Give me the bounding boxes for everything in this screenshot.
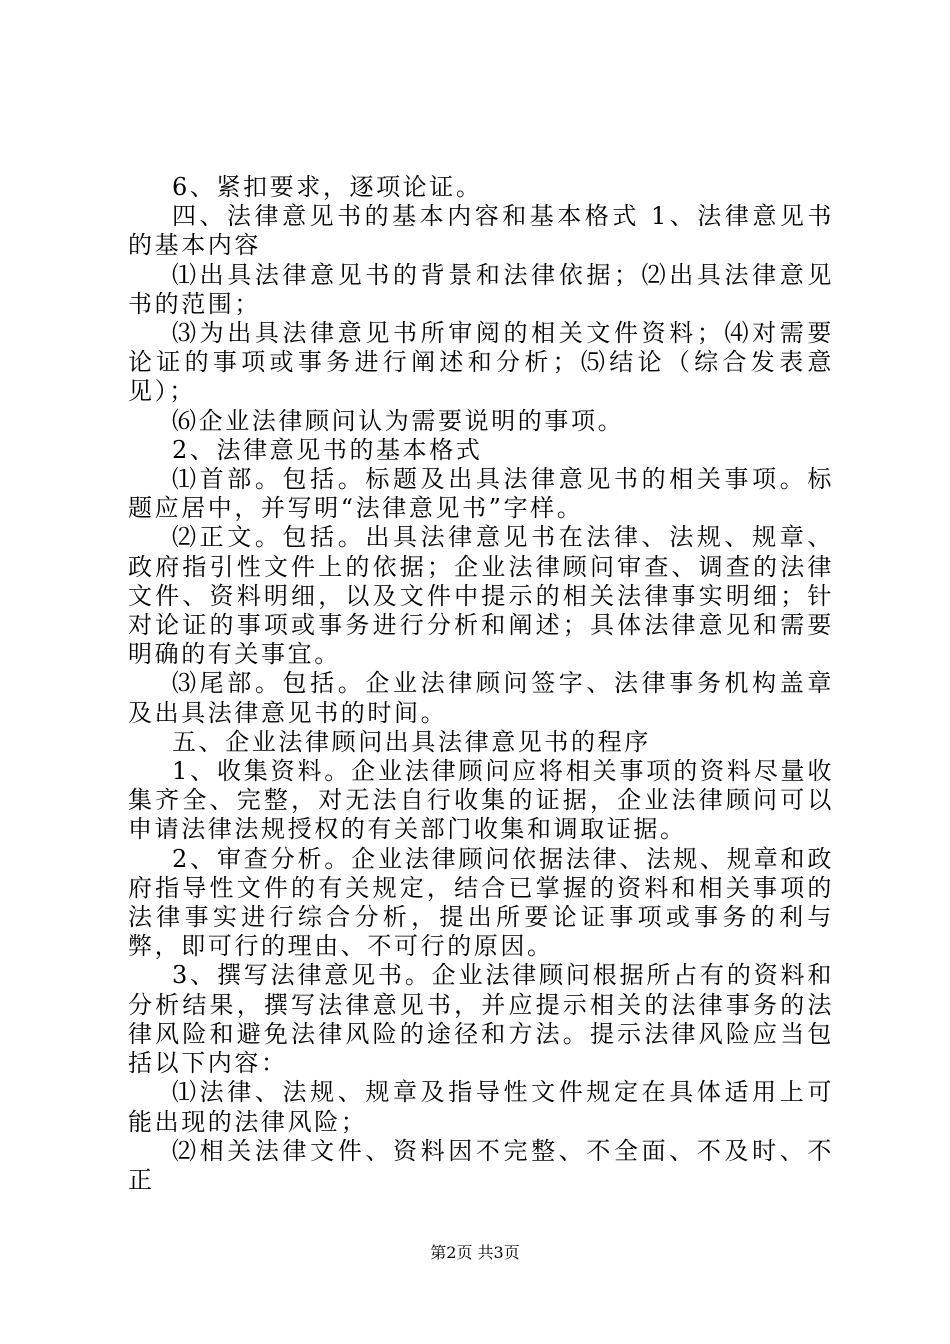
paragraph: ⑹企业法律顾问认为需要说明的事项。	[172, 406, 625, 435]
section-heading: 四、法律意见书的基本内容和基本格式 1、法律意见书的基本内容	[128, 202, 834, 260]
paragraph: 2、审查分析。企业法律顾问依据法律、法规、规章和政府指导性文件的有关规定，结合已掌握的资料和相关事项的法律事实进行综合分析，提出所要论证事项或事务的利与弊，即可行的理由、不可行的原因。	[128, 844, 834, 961]
paragraph: 3、撰写法律意见书。企业法律顾问根据所占有的资料和分析结果，撰写法律意见书，并应提示相关的法律事务的法律风险和避免法律风险的途径和方法。提示法律风险应当包括以下内容：	[128, 961, 834, 1078]
paragraph: ⑶尾部。包括。企业法律顾问签字、法律事务机构盖章及出具法律意见书的时间。	[128, 669, 834, 727]
page-number-footer: 第2页 共3页	[430, 1243, 520, 1262]
section-heading: 五、企业法律顾问出具法律意见书的程序	[172, 727, 651, 756]
subsection-heading: 2、法律意见书的基本格式	[172, 435, 483, 464]
paragraph: ⑵相关法律文件、资料因不完整、不全面、不及时、不正	[128, 1136, 834, 1194]
paragraph: ⑴首部。包括。标题及出具法律意见书的相关事项。标题应居中，并写明“法律意见书”字样。	[128, 465, 834, 523]
paragraph: ⑴出具法律意见书的背景和法律依据；⑵出具法律意见书的范围；	[128, 260, 834, 318]
paragraph: ⑴法律、法规、规章及指导性文件规定在具体适用上可能出现的法律风险；	[128, 1078, 834, 1136]
paragraph: ⑵正文。包括。出具法律意见书在法律、法规、规章、政府指引性文件上的依据；企业法律顾问审查、调查的法律文件、资料明细，以及文件中提示的相关法律事实明细；针对论证的事项或事务进行分析和阐述；具体法律意见和需要明确的有关事宜。	[128, 523, 834, 669]
paragraph: 6、紧扣要求，逐项论证。	[172, 173, 483, 201]
document-body	[128, 173, 834, 1195]
paragraph: ⑶为出具法律意见书所审阅的相关文件资料；⑷对需要论证的事项或事务进行阐述和分析；⑸结论（综合发表意见）；	[128, 319, 834, 406]
paragraph: 1、收集资料。企业法律顾问应将相关事项的资料尽量收集齐全、完整，对无法自行收集的证据，企业法律顾问可以申请法律法规授权的有关部门收集和调取证据。	[128, 757, 834, 844]
